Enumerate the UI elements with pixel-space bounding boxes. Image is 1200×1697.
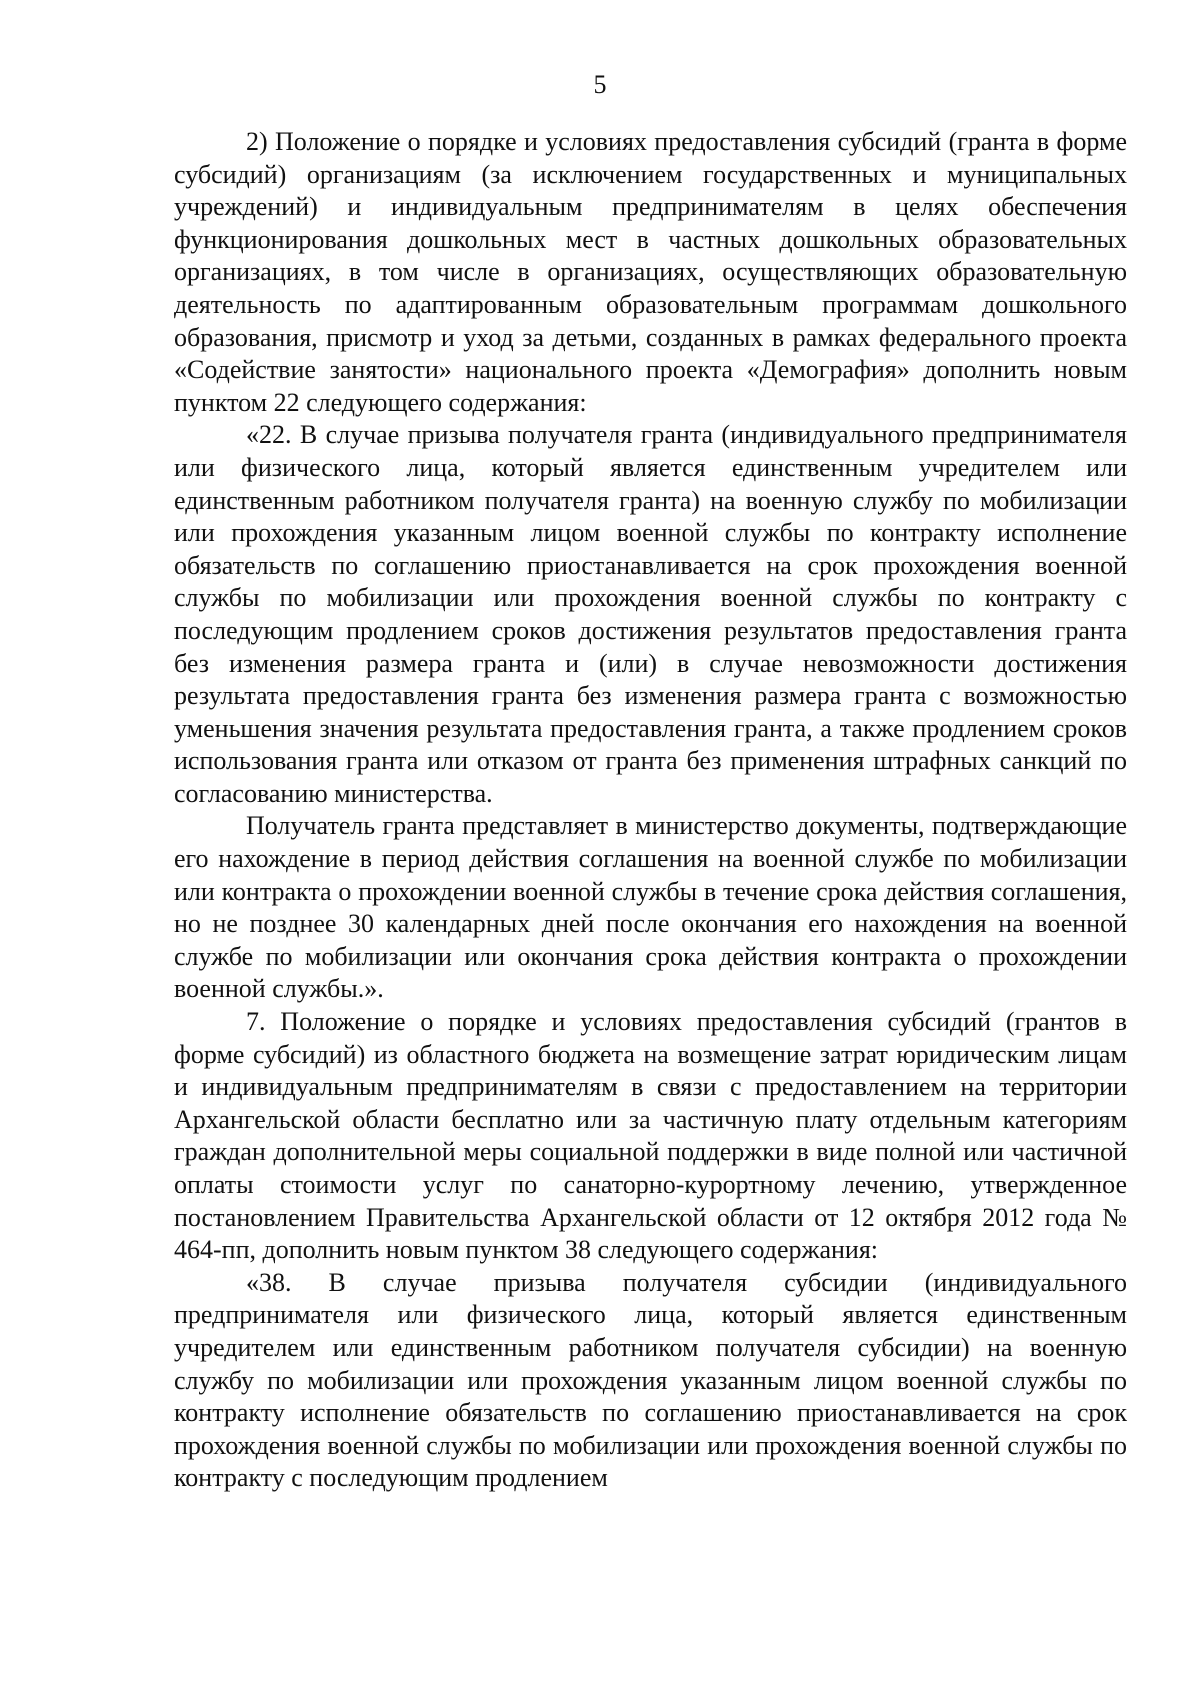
paragraph-item-7-regulation: 7. Положение о порядке и условиях предоставления субсидий (грантов в форме субсидий) из областного бюджета на возмещение затрат юридическим лицам и индивидуальным предпринимателям в связи с предоставлением на территории Архангельской области бесплатно или за частичную плату отдельным категориям граждан дополнительной меры социальной поддержки в виде полной или частичной оплаты стоимости услуг по санаторно-курортному лечению, утвержденное постановлением Правительства Архангельской области от 12 октября 2012 года № 464-пп, дополнить новым пунктом 38 следующего содержания: (174, 1007, 1127, 1265)
document-body (174, 126, 1127, 1495)
paragraph-point-38: «38. В случае призыва получателя субсидии (индивидуального предпринимателя или физического лица, который является единственным учредителем или единственным работником получателя субсидии) на военную службу по мобилизации или прохождения указанным лицом военной службы по контракту исполнение обязательств по соглашению приостанавливается на срок прохождения военной службы по мобилизации или прохождения военной службы по контракту с последующим продлением (174, 1267, 1127, 1493)
paragraph-point-22: «22. В случае призыва получателя гранта (индивидуального предпринимателя или физического лица, который является единственным учредителем или единственным работником получателя гранта) на военную службу по мобилизации или прохождения указанным лицом военной службы по контракту исполнение обязательств по соглашению приостанавливается на срок прохождения военной службы по мобилизации или прохождения военной службы по контракту с последующим продлением сроков достижения результатов предоставления гранта без изменения размера гранта и (или) в случае невозможности достижения результата предоставления гранта без изменения размера гранта с возможностью уменьшения значения результата предоставления гранта, а также продлением сроков использования гранта или отказом от гранта без применения штрафных санкций по согласованию министерства. (174, 420, 1127, 808)
paragraph-grant-recipient-documents: Получатель гранта представляет в министерство документы, подтверждающие его нахождение в период действия соглашения на военной службе по мобилизации или контракта о прохождении военной службы в течение срока действия соглашения, но не позднее 30 календарных дней после окончания его нахождения на военной службе по мобилизации или окончания срока действия контракта о прохождении военной службы.». (174, 811, 1127, 1004)
paragraph-item-2-regulation: 2) Положение о порядке и условиях предоставления субсидий (гранта в форме субсидий) организациям (за исключением государственных и муниципальных учреждений) и индивидуальным предпринимателям в целях обеспечения функционирования дошкольных мест в частных дошкольных образовательных организациях, в том числе в организациях, осуществляющих образовательную деятельность по адаптированным образовательным программам дошкольного образования, присмотр и уход за детьми, созданных в рамках федерального проекта «Содействие занятости» национального проекта «Демография» дополнить новым пунктом 22 следующего содержания: (174, 127, 1127, 417)
page-number: 5 (593, 70, 607, 99)
